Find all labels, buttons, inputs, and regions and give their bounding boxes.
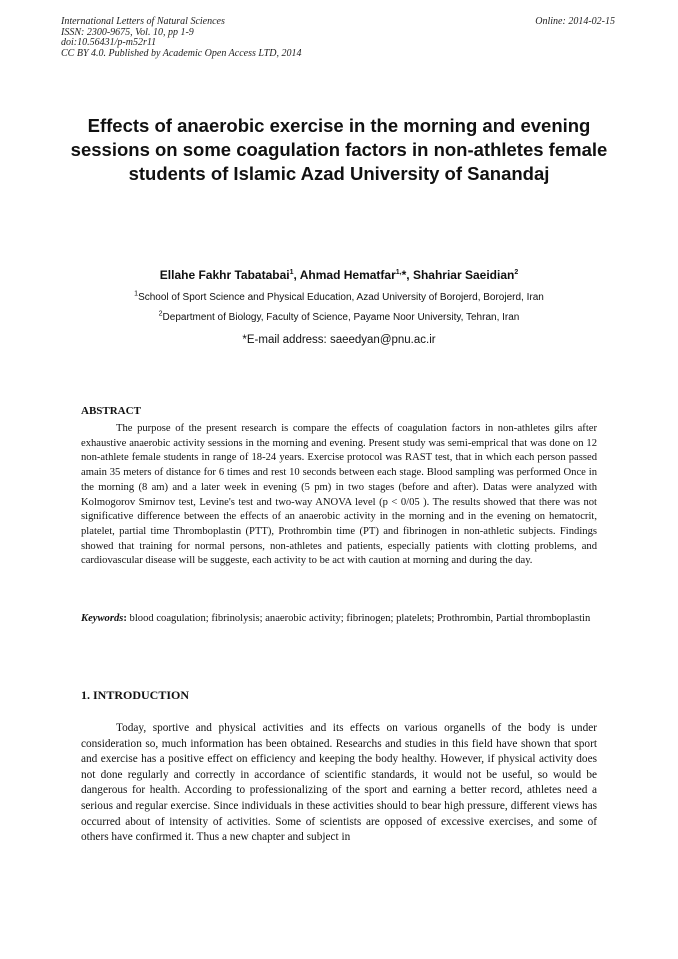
online-date: Online: 2014-02-15: [535, 16, 615, 27]
affiliation: [60, 292, 618, 304]
keywords-colon: :: [123, 613, 127, 624]
author-separator: ,: [293, 268, 300, 282]
paper-title: Effects of anaerobic exercise in the morning and evening sessions on some coagulation factors in non-athletes female students of Islamic Azad University of Sanandaj: [70, 115, 608, 184]
author-sup: 1: [289, 269, 294, 276]
issn-line: ISSN: 2300-9675, Vol. 10, pp 1-9: [61, 26, 194, 38]
affiliation-text: School of Sport Science and Physical Education, Azad University of Borojerd, Borojerd, Iran: [138, 292, 544, 303]
author-name: Ahmad Hematfar: [299, 268, 396, 282]
introduction-heading: 1. INTRODUCTION: [81, 688, 190, 702]
doi-line: doi:10.56431/p-m52r11: [61, 37, 157, 48]
abstract-heading: ABSTRACT: [81, 405, 141, 417]
introduction-text: Today, sportive and physical activities and its effects on various organells of the body is under consideration so, much information has been obtained. Researchs and studies in this field have shown that sport and exercise has a positive effect on efficiency and keeping the body healthy. However, if physical activity does not done regularly and correctly in accordance of scientific standards, it would not be useful, so would be dangerous for health. According to professionalizing of the sport and earning a better record, athletes need a serious and regular exercise. Since individuals in these activities should to bear high pressure, different views has occurred about of intensity of activities. Some of scientists are opposed of excessive exercises, and some of others have confirmed it. Thus a new chapter and subject in: [81, 722, 597, 844]
affiliation-sup: 1: [134, 290, 139, 298]
affiliation-sup: 2: [158, 310, 163, 318]
affiliation-text: Department of Biology, Faculty of Science, Payame Noor University, Tehran, Iran: [162, 312, 520, 323]
corresponding-email: *E-mail address: saeedyan@pnu.ac.ir: [242, 334, 436, 346]
affiliation: [60, 312, 618, 324]
keywords-text: blood coagulation; fibrinolysis; anaerobic activity; fibrinogen; platelets; Prothrombin, Partial thromboplastin: [126, 613, 591, 624]
author-sup: 2: [514, 269, 519, 276]
author-sup: 1,: [395, 269, 402, 276]
author-list: [60, 268, 618, 282]
license-line: CC BY 4.0. Published by Academic Open Access LTD, 2014: [61, 47, 302, 59]
keywords-paragraph: [81, 612, 597, 627]
author-separator: *,: [401, 268, 413, 282]
journal-name: International Letters of Natural Sciences: [61, 16, 225, 27]
journal-header: [61, 17, 302, 59]
author-name: Shahriar Saeidian: [412, 268, 515, 282]
keywords-label: Keywords: [81, 613, 124, 624]
author-name: Ellahe Fakhr Tabatabai: [159, 268, 290, 282]
abstract-text: The purpose of the present research is compare the effects of coagulation factors in non-athletes gilrs after exhaustive anaerobic activity sessions in the morning and evening. Present study was semi-emprical that was done on 12 non-athlete female students in range of 18-24 years. Exercise protocol was RAST test, that in which each person passed amain 35 meters of distance for 6 times and rest 10 seconds between each stage. Blood sampling was performed Once in the morning (8 am) and a later week in evening (5 pm) in two stages (before and after). Datas were analyzed with Kolmogorov Smirnov test, Levine's test and two-way ANOVA level (p < 0/05 ). The results showed that there was not significative difference between the effects of an anaerobic activity in the morning and in the evening on hematocrit, platelet, partial time Thromboplastin (PTT), Prothrombin time (PT) and fibrinogen in non-athletic subjects. Findings showed that training for normal persons, non-athletes and patients, especially patients with clotting problems, and cardiovascular disease will be suggeste, each activity to be act with caution at morning and during the day.: [81, 423, 597, 567]
